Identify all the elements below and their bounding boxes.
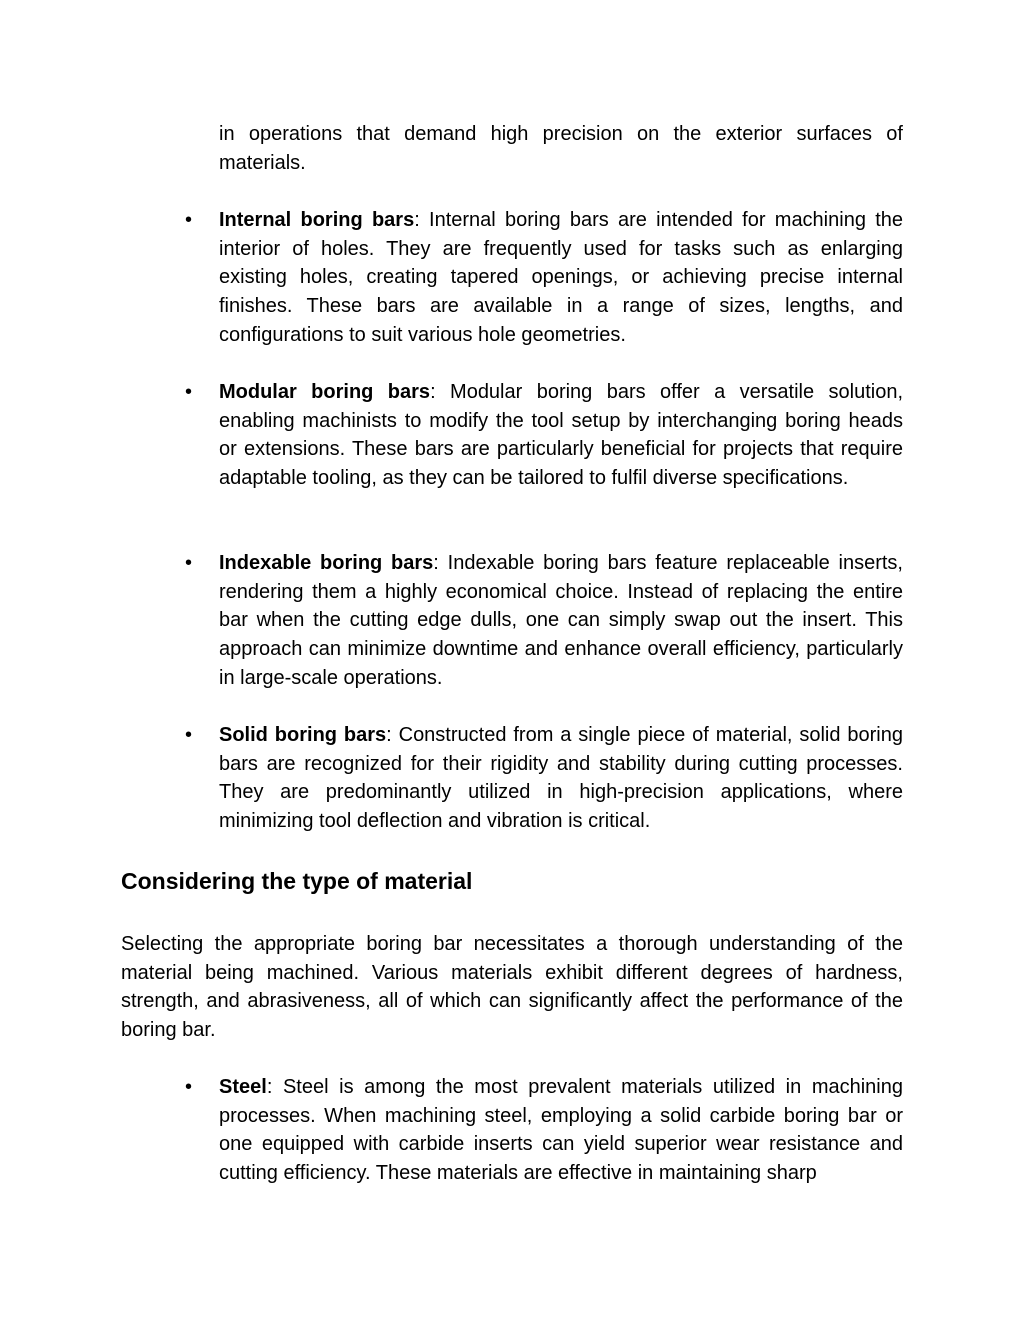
list-item-text: : Steel is among the most prevalent materials utilized in machining processes. When machining steel, employing a solid carbide boring bar or one equipped with carbide inserts can yield superior wear resistance and cutting efficiency. These materials are effective in maintaining sharp — [219, 1076, 903, 1185]
list-item-indexable-boring-bars — [219, 549, 903, 693]
list-item-term: Solid boring bars — [219, 724, 387, 746]
list-item-text: : Modular boring bars offer a versatile solution, enabling machinists to modify the tool setup by interchanging boring heads or extensions. These bars are particularly beneficial for projects that require adaptable tooling, as they can be tailored to fulfil diverse specifications. — [219, 381, 903, 490]
list-item-internal-boring-bars — [219, 206, 903, 350]
list-item-term: Internal boring bars — [219, 209, 415, 231]
list-item-term: Modular boring bars — [219, 381, 431, 403]
list-item-steel — [219, 1073, 903, 1188]
list-item-text: : Internal boring bars are intended for machining the interior of holes. They are frequently used for tasks such as enlarging existing holes, creating tapered openings, or achieving precise internal finishes. These bars are available in a range of sizes, lengths, and configurations to suit various hole geometries. — [219, 209, 904, 346]
bullet-icon: • — [185, 209, 193, 231]
list-item-text: : Constructed from a single piece of material, solid boring bars are recognized for their rigidity and stability during cutting processes. They are predominantly utilized in high-precision applications, where minimizing tool deflection and vibration is critical. — [219, 724, 904, 833]
list-item-solid-boring-bars — [219, 721, 903, 836]
bullet-icon: • — [185, 1076, 193, 1098]
list-item-term: Indexable boring bars — [219, 552, 434, 574]
section-intro-paragraph: Selecting the appropriate boring bar necessitates a thorough understanding of the material being machined. Various materials exhibit different degrees of hardness, strength, and abrasiveness, all of which can significantly affect the performance of the boring bar. — [121, 933, 903, 1042]
section-heading: Considering the type of material — [121, 868, 473, 894]
list-item-text: : Indexable boring bars feature replaceable inserts, rendering them a highly economical choice. Instead of replacing the entire bar when the cutting edge dulls, one can simply swap out the insert. This approach can minimize downtime and enhance overall efficiency, particularly in large-scale operations. — [219, 552, 903, 689]
continuation-paragraph: in operations that demand high precision on the exterior surfaces of materials. — [219, 123, 903, 174]
list-item-term: Steel — [219, 1076, 267, 1098]
list-item-modular-boring-bars — [219, 378, 903, 493]
bullet-icon: • — [185, 552, 193, 574]
bullet-icon: • — [185, 724, 193, 746]
bullet-icon: • — [185, 381, 193, 403]
